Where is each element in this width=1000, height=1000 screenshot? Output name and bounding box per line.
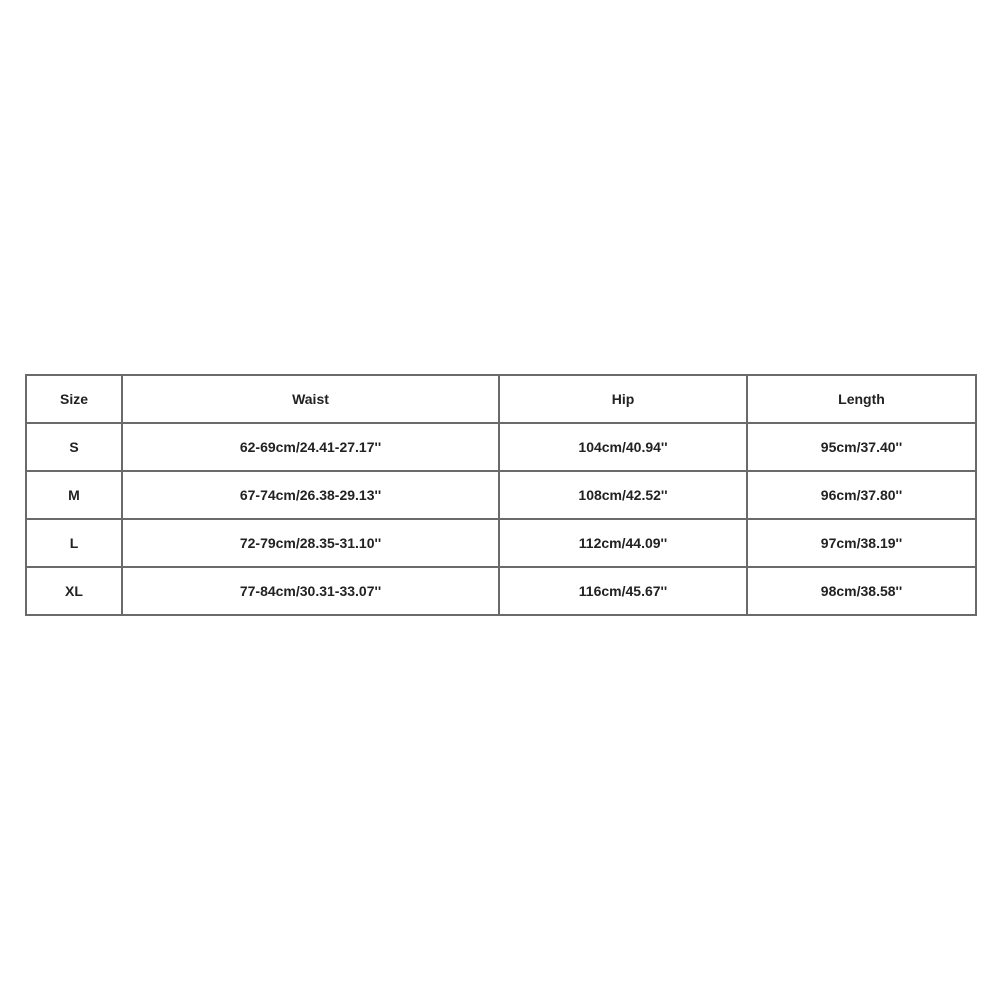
size-chart-table [25,374,977,616]
cell-waist: 67-74cm/26.38-29.13'' [122,471,499,519]
cell-length: 97cm/38.19'' [747,519,976,567]
table-row [26,423,976,471]
cell-length: 98cm/38.58'' [747,567,976,615]
header-row [26,375,976,423]
header-length: Length [747,375,976,423]
cell-hip: 116cm/45.67'' [499,567,747,615]
cell-hip: 104cm/40.94'' [499,423,747,471]
cell-hip: 108cm/42.52'' [499,471,747,519]
table-row [26,567,976,615]
cell-hip: 112cm/44.09'' [499,519,747,567]
cell-size: XL [26,567,122,615]
cell-size: S [26,423,122,471]
cell-waist: 62-69cm/24.41-27.17'' [122,423,499,471]
cell-waist: 77-84cm/30.31-33.07'' [122,567,499,615]
table-row [26,471,976,519]
header-size: Size [26,375,122,423]
header-waist: Waist [122,375,499,423]
cell-size: L [26,519,122,567]
cell-length: 96cm/37.80'' [747,471,976,519]
header-hip: Hip [499,375,747,423]
cell-size: M [26,471,122,519]
cell-waist: 72-79cm/28.35-31.10'' [122,519,499,567]
table-row [26,519,976,567]
cell-length: 95cm/37.40'' [747,423,976,471]
